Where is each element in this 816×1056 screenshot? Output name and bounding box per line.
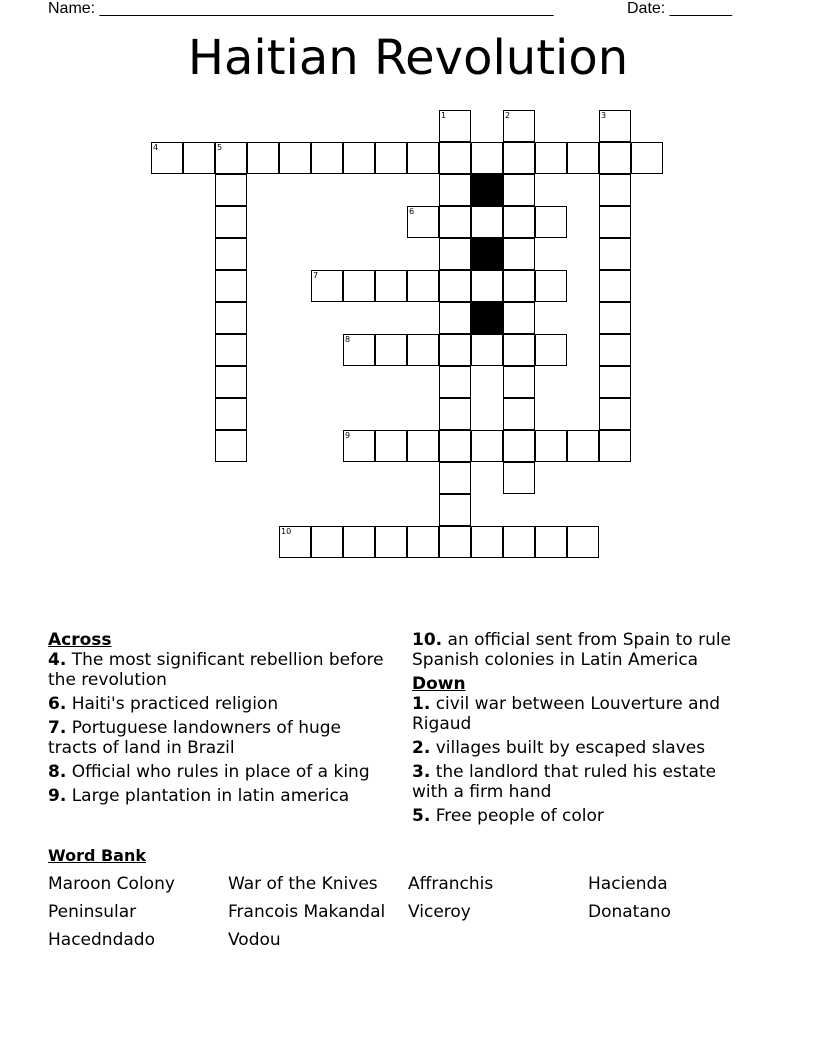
word-bank-item: Vodou — [228, 930, 281, 950]
crossword-block-cell — [471, 238, 503, 270]
name-field: Name: ___________________________________________________ — [48, 0, 554, 17]
crossword-cell[interactable] — [599, 302, 631, 334]
crossword-cell[interactable] — [599, 110, 631, 142]
date-field: Date: _______ — [627, 0, 732, 17]
word-bank-item: Peninsular — [48, 902, 137, 922]
crossword-cell[interactable] — [599, 334, 631, 366]
crossword-cell[interactable] — [471, 270, 503, 302]
crossword-cell[interactable] — [535, 142, 567, 174]
cell-number: 1 — [441, 111, 447, 120]
clues-left-column — [48, 630, 393, 810]
crossword-cell[interactable] — [215, 430, 247, 462]
crossword-cell[interactable] — [503, 334, 535, 366]
word-bank-item: Francois Makandal — [228, 902, 386, 922]
word-bank-item: Viceroy — [408, 902, 471, 922]
crossword-cell[interactable] — [599, 142, 631, 174]
crossword-cell[interactable] — [439, 142, 471, 174]
crossword-cell[interactable] — [151, 142, 183, 174]
down-heading: Down — [412, 674, 466, 694]
word-bank-item: Hacienda — [588, 874, 668, 894]
crossword-cell[interactable] — [503, 270, 535, 302]
cell-number: 3 — [601, 111, 607, 120]
crossword-cell[interactable] — [311, 526, 343, 558]
crossword-cell[interactable] — [439, 462, 471, 494]
crossword-cell[interactable] — [311, 142, 343, 174]
crossword-cell[interactable] — [407, 142, 439, 174]
crossword-cell[interactable] — [535, 206, 567, 238]
word-bank-title: Word Bank — [48, 846, 147, 865]
down-clue: 5. Free people of color — [412, 806, 604, 826]
crossword-cell[interactable] — [503, 526, 535, 558]
across-clue: 8. Official who rules in place of a king — [48, 762, 370, 782]
crossword-cell[interactable] — [567, 142, 599, 174]
crossword-cell[interactable] — [343, 430, 375, 462]
crossword-block-cell — [471, 174, 503, 206]
crossword-cell[interactable] — [439, 174, 471, 206]
crossword-cell[interactable] — [503, 142, 535, 174]
crossword-cell[interactable] — [599, 430, 631, 462]
across-clue: 9. Large plantation in latin america — [48, 786, 350, 806]
crossword-cell[interactable] — [215, 270, 247, 302]
crossword-cell[interactable] — [343, 526, 375, 558]
crossword-cell[interactable] — [343, 270, 375, 302]
crossword-cell[interactable] — [279, 526, 311, 558]
crossword-cell[interactable] — [631, 142, 663, 174]
crossword-cell[interactable] — [535, 430, 567, 462]
crossword-cell[interactable] — [471, 142, 503, 174]
word-bank-item: Affranchis — [408, 874, 494, 894]
word-bank-item: War of the Knives — [228, 874, 378, 894]
cell-number: 9 — [345, 431, 351, 440]
crossword-cell[interactable] — [503, 398, 535, 430]
across-clue: 7. Portuguese landowners of huge tracts of land in Brazil — [48, 718, 342, 758]
cell-number: 5 — [217, 143, 223, 152]
crossword-cell[interactable] — [215, 142, 247, 174]
across-clue: 6. Haiti's practiced religion — [48, 694, 279, 714]
crossword-cell[interactable] — [375, 526, 407, 558]
crossword-cell[interactable] — [439, 366, 471, 398]
crossword-cell[interactable] — [183, 142, 215, 174]
crossword-cell[interactable] — [471, 526, 503, 558]
clues-right-column — [412, 630, 757, 830]
across-clue: 4. The most significant rebellion before the revolution — [48, 650, 384, 690]
cell-number: 10 — [281, 527, 292, 536]
crossword-cell[interactable] — [503, 110, 535, 142]
crossword-cell[interactable] — [215, 302, 247, 334]
crossword-cell[interactable] — [439, 238, 471, 270]
word-bank-item: Maroon Colony — [48, 874, 175, 894]
crossword-block-cell — [471, 302, 503, 334]
crossword-cell[interactable] — [599, 366, 631, 398]
crossword-cell[interactable] — [599, 398, 631, 430]
crossword-cell[interactable] — [439, 334, 471, 366]
crossword-cell[interactable] — [439, 270, 471, 302]
crossword-cell[interactable] — [375, 270, 407, 302]
crossword-cell[interactable] — [567, 430, 599, 462]
cell-number: 7 — [313, 271, 319, 280]
page-title: Haitian Revolution — [187, 30, 629, 86]
cell-number: 4 — [153, 143, 159, 152]
crossword-cell[interactable] — [471, 206, 503, 238]
crossword-cell[interactable] — [407, 430, 439, 462]
crossword-cell[interactable] — [599, 238, 631, 270]
across-heading: Across — [48, 630, 112, 650]
crossword-cell[interactable] — [503, 302, 535, 334]
crossword-cell[interactable] — [439, 110, 471, 142]
crossword-cell[interactable] — [215, 174, 247, 206]
crossword-cell[interactable] — [407, 270, 439, 302]
crossword-cell[interactable] — [215, 238, 247, 270]
crossword-cell[interactable] — [279, 142, 311, 174]
crossword-cell[interactable] — [215, 398, 247, 430]
cell-number: 8 — [345, 335, 351, 344]
crossword-cell[interactable] — [439, 206, 471, 238]
crossword-cell[interactable] — [503, 366, 535, 398]
crossword-cell[interactable] — [503, 174, 535, 206]
word-bank-item: Donatano — [588, 902, 671, 922]
down-clue: 1. civil war between Louverture and Rigaud — [412, 694, 721, 734]
cell-number: 6 — [409, 207, 415, 216]
crossword-cell[interactable] — [215, 334, 247, 366]
cell-number: 2 — [505, 111, 511, 120]
crossword-cell[interactable] — [439, 494, 471, 526]
crossword-cell[interactable] — [407, 526, 439, 558]
crossword-cell[interactable] — [439, 302, 471, 334]
down-clue: 2. villages built by escaped slaves — [412, 738, 706, 758]
crossword-cell[interactable] — [439, 526, 471, 558]
crossword-cell[interactable] — [471, 334, 503, 366]
crossword-cell[interactable] — [343, 334, 375, 366]
crossword-cell[interactable] — [503, 206, 535, 238]
crossword-cell[interactable] — [375, 334, 407, 366]
crossword-cell[interactable] — [375, 142, 407, 174]
crossword-cell[interactable] — [375, 430, 407, 462]
across-clue: 10. an official sent from Spain to rule Spanish colonies in Latin America — [412, 630, 732, 670]
crossword-cell[interactable] — [503, 462, 535, 494]
crossword-cell[interactable] — [471, 430, 503, 462]
crossword-cell[interactable] — [535, 526, 567, 558]
crossword-cell[interactable] — [407, 334, 439, 366]
crossword-cell[interactable] — [503, 430, 535, 462]
down-clue: 3. the landlord that ruled his estate with a firm hand — [412, 762, 717, 802]
crossword-cell[interactable] — [535, 334, 567, 366]
crossword-cell[interactable] — [407, 206, 439, 238]
crossword-cell[interactable] — [439, 430, 471, 462]
crossword-cell[interactable] — [311, 270, 343, 302]
crossword-cell[interactable] — [599, 206, 631, 238]
crossword-cell[interactable] — [599, 174, 631, 206]
crossword-cell[interactable] — [439, 398, 471, 430]
crossword-cell[interactable] — [343, 142, 375, 174]
crossword-cell[interactable] — [247, 142, 279, 174]
crossword-cell[interactable] — [599, 270, 631, 302]
crossword-cell[interactable] — [535, 270, 567, 302]
crossword-cell[interactable] — [503, 238, 535, 270]
crossword-cell[interactable] — [215, 206, 247, 238]
crossword-cell[interactable] — [215, 366, 247, 398]
crossword-cell[interactable] — [567, 526, 599, 558]
word-bank-item: Hacedndado — [48, 930, 155, 950]
